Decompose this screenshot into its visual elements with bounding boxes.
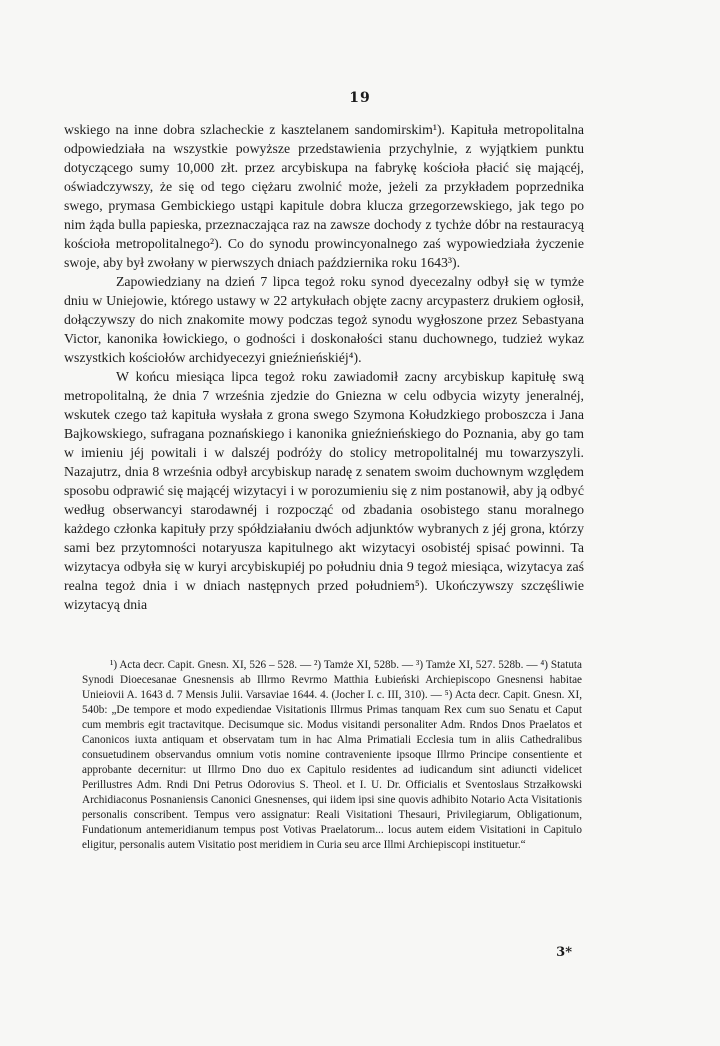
paragraph-2: Zapowiedziany na dzień 7 lipca tegoż roku synod dyecezalny odbył się w tymże dniu w Uniejowie, którego ustawy w 22 artykułach objęte zacny arcypasterz drukiem ogłosił, dołączywszy do nich znakomite mowy podczas tegoż synodu wygłoszone przez Sebastyana Victor, kanonika łowickiego, o godności i doskonałości stanu duchownego, tudzież wykaz wszystkich kościołów archidyecezyi gnieźnieńskiéj⁴). bbox=[64, 274, 584, 365]
footnote-block: ¹) Acta decr. Capit. Gnesn. XI, 526 – 528. — ²) Tamże XI, 528b. — ³) Tamże XI, 527. 528b. — ⁴) Statuta Synodi Dioecesanae Gnesnensis ab Illrmo Revrmo Matthia Łubieński Archiepiscopo Gnesnensi habitae Unieiovii A. 1643 d. 7 Mensis Julii. Varsaviae 1644. 4. (Jocher I. c. III, 310). — ⁵) Acta decr. Capit. Gnesn. XI, 540b: „De tempore et modo expediendae Visitationis Illrmus Primas tanquam Rex cum suo Senatu et Caput cum membris egit tractavitque. Decisumque sic. Modus visitandi personaliter Adm. Rndos Dnos Praelatos et Canonicos iuxta antiquam et observatam tum in hac Alma Primatiali Ecclesia tum in aliis Cathedralibus consuetudinem observandus omnium votis nomine contraveniente ipsoque Illrmo Principe consentiente et approbante decernitur: ut Illrmo Dno duo ex Capitulo residentes ad iudicandum sint adiuncti videlicet Perillustres Adm. Rndi Dni Petrus Odorovius S. Theol. et I. U. Dr. Officialis et Sventoslaus Strzałkowski Archidiaconus Posnaniensis Canonici Gnesnenses, qui iidem ipsi sine quovis adhibito Notario Acta Visitationis personalis conscribent. Tempus vero assignatur: Reali Visitationi Thesauri, Privilegiarum, Obligationum, Fundationum antemeridianum tempus post Votivas Praelatorum... locus autem eidem Visitationi in Capitulo eligitur, personalis autem Visitatio post meridiem in Curia seu arce Illmi Archiepiscopi instituetur.“ bbox=[82, 659, 582, 851]
paragraph-3: W końcu miesiąca lipca tegoż roku zawiadomił zacny arcybiskup kapitułę swą metropolitalną, że dnia 7 września zjedzie do Gniezna w celu odbycia wizyty jeneralnéj, wskutek czego taż kapituła wysłała z grona swego Szymona Kołudzkiego proboszcza i Jana Bajkowskiego, sufragana poznańskiego i kanonika gnieźnieńskiego do Poznania, aby go tam w imieniu jéj powitali i w dalszéj podróży do stolicy metropolitalnéj mu towarzyszyli. Nazajutrz, dnia 8 września odbył arcybiskup naradę z senatem swoim duchownym względem sposobu odprawić się mającéj wizytacyi i w porozumieniu się z nim postanowił, aby ją odbyć według obserwancyi starodawnéj i rozpocząć od zbadania osobistego stanu moralnego każdego członka kapituły przy spółdziałaniu dwóch adjunktów wybranych z jéj grona, którzy sami bez przytomności notaryusza kapitulnego akt wizytacyi osobistéj spisać powinni. Ta wizytacya odbyła się w kuryi arcybiskupiéj po południu dnia 9 tegoż miesiąca, wizytacya zaś realna tegoż dnia i w dniach następnych przed południem⁵). Ukończywszy szczęśliwie wizytacyą dnia bbox=[64, 369, 584, 612]
signature-mark: 3* bbox=[556, 945, 572, 960]
paragraph-1: wskiego na inne dobra szlacheckie z kasztelanem sandomirskim¹). Kapituła metropolitalna odpowiedziała na wszystkie powyższe przedstawienia przychylnie, z wyjątkiem punktu dotyczącego sumy 10,000 złt. przez arcybiskupa na fabrykę kościoła płacić się mającéj, oświadczywszy, że się od tego ciężaru zwolnić może, jeżeli za przykładem poprzednika swego, prymasa Gembickiego ustąpi kapitule dobra klucza grzegorzewskiego, jak tego po nim żąda bulla papieska, przeznaczająca raz na zawsze dochody z tychże dóbr na restauracyą kościoła metropolitalnego²). Co do synodu prowincyonalnego zaś wypowiedziała życzenie swoje, aby był zwołany w pierwszych dniach października roku 1643³). bbox=[64, 122, 584, 270]
footnotes bbox=[82, 658, 582, 853]
page-number: 19 bbox=[349, 90, 371, 106]
main-text bbox=[64, 120, 584, 614]
